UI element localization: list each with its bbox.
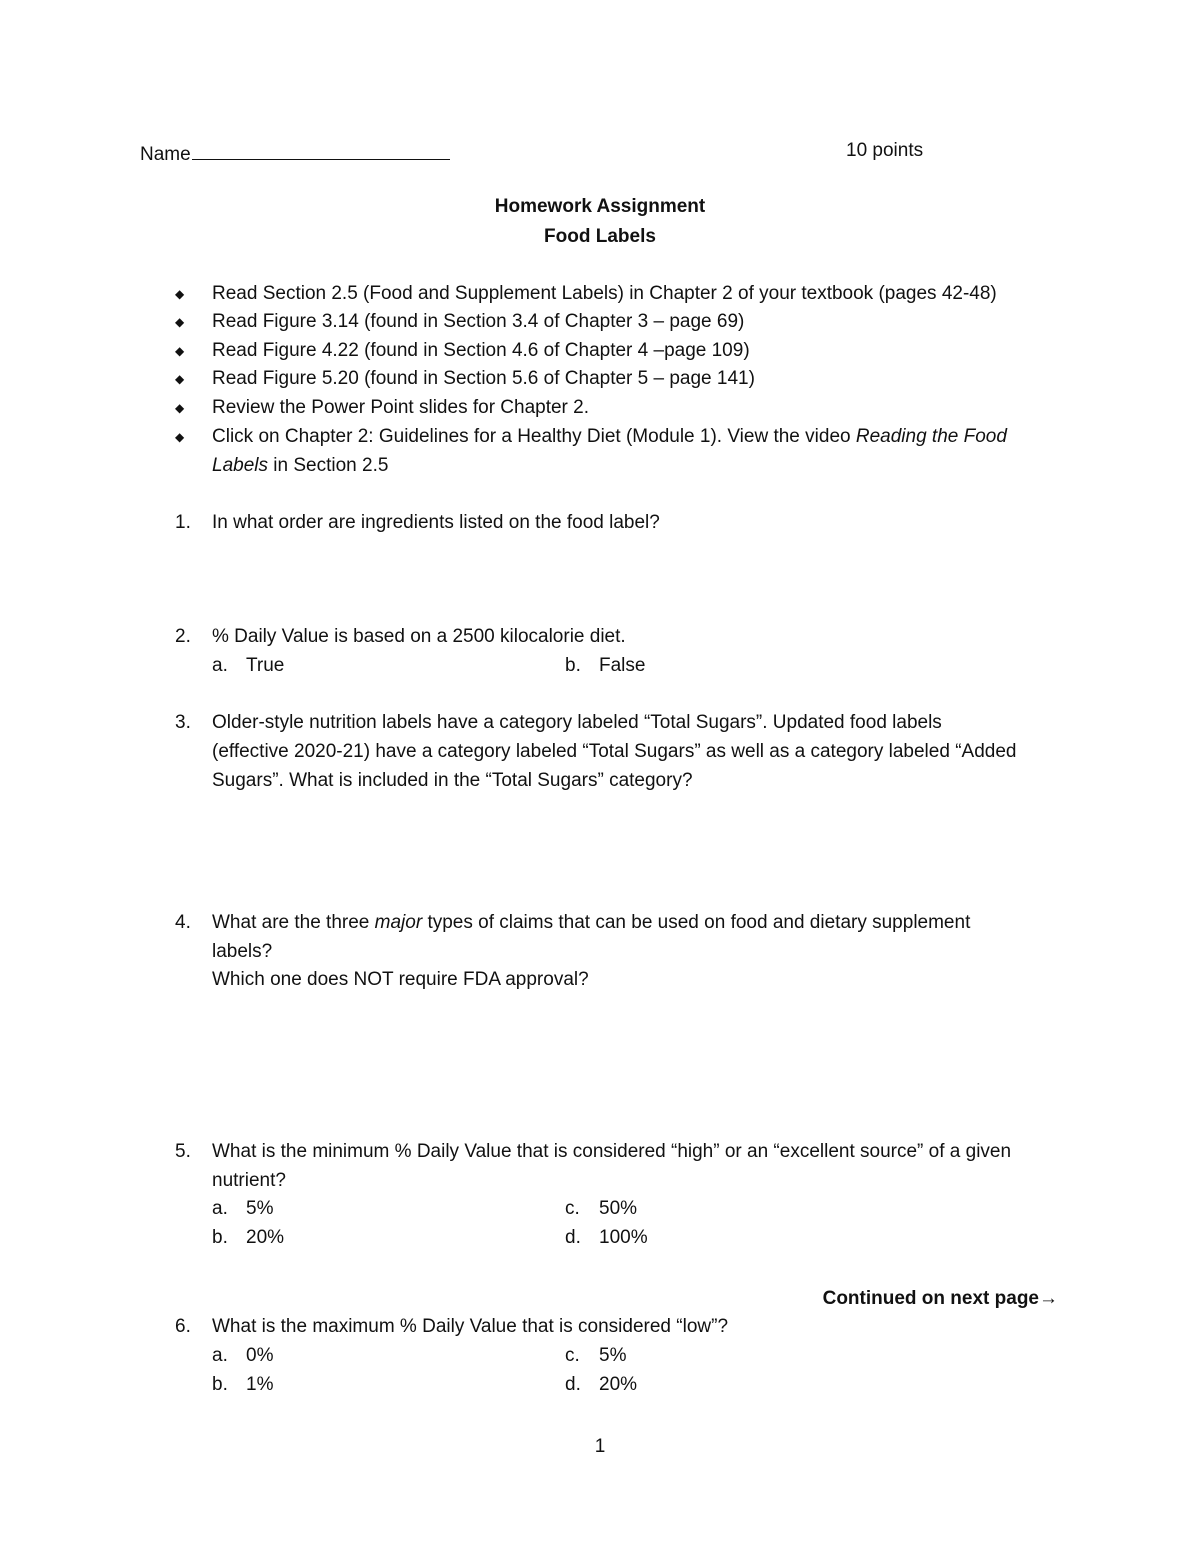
question-4-line: labels? [212, 941, 273, 962]
option-letter: d. [565, 1227, 581, 1248]
question-number: 2. [175, 626, 191, 647]
option-text: True [246, 655, 285, 676]
q5-option-d[interactable] [565, 1227, 648, 1249]
option-letter: b. [212, 1227, 228, 1248]
video-title-continued: Labels [212, 455, 268, 476]
question-3-line: Sugars”. What is included in the “Total Sugars” category? [212, 770, 693, 791]
option-letter: d. [565, 1374, 581, 1395]
page-subtitle: Food Labels [544, 226, 656, 247]
q2-option-b[interactable] [565, 655, 645, 677]
instruction-item [212, 426, 1007, 448]
points-label: 10 points [846, 140, 924, 161]
instruction-text: in Section 2.5 [268, 455, 389, 476]
instruction-text: Click on Chapter 2: Guidelines for a Healthy Diet (Module 1). View the video [212, 426, 856, 447]
page-title: Homework Assignment [494, 196, 706, 217]
instruction-item: Read Figure 4.22 (found in Section 4.6 of Chapter 4 –page 109) [212, 340, 750, 361]
instruction-item: Read Figure 3.14 (found in Section 3.4 of Chapter 3 – page 69) [212, 311, 745, 332]
arrow-right-icon: → [1039, 1288, 1058, 1309]
question-2-text: % Daily Value is based on a 2500 kilocalorie diet. [212, 626, 626, 647]
instruction-item: Read Figure 5.20 (found in Section 5.6 of Chapter 5 – page 141) [212, 368, 755, 389]
option-text: False [599, 655, 646, 676]
q6-option-d[interactable] [565, 1374, 637, 1396]
option-letter: b. [565, 655, 581, 676]
option-text: 5% [599, 1345, 627, 1366]
bullet-icon: ◆ [175, 430, 185, 444]
option-text: 20% [599, 1374, 638, 1395]
name-field [140, 140, 450, 166]
page-number: 1 [594, 1436, 606, 1457]
option-text: 0% [246, 1345, 274, 1366]
q5-option-a[interactable] [212, 1198, 273, 1220]
continued-note [823, 1288, 1058, 1310]
question-number: 6. [175, 1316, 191, 1337]
question-4-line [212, 912, 970, 934]
option-text: 100% [599, 1227, 648, 1248]
q5-option-b[interactable] [212, 1227, 284, 1249]
question-number: 4. [175, 912, 191, 933]
q5-option-c[interactable] [565, 1198, 637, 1220]
question-text: types of claims that can be used on food and dietary supplement [422, 912, 971, 933]
name-blank[interactable] [192, 140, 450, 160]
bullet-icon: ◆ [175, 372, 185, 386]
q6-option-b[interactable] [212, 1374, 273, 1396]
bullet-icon: ◆ [175, 315, 185, 329]
question-6-text: What is the maximum % Daily Value that is considered “low”? [212, 1316, 729, 1337]
question-number: 5. [175, 1141, 191, 1162]
option-letter: c. [565, 1198, 580, 1219]
question-3-line: Older-style nutrition labels have a category labeled “Total Sugars”. Updated food labels [212, 712, 942, 733]
q6-option-a[interactable] [212, 1345, 273, 1367]
question-text: What are the three [212, 912, 375, 933]
option-letter: a. [212, 1198, 228, 1219]
q2-option-a[interactable] [212, 655, 284, 677]
name-label: Name [140, 144, 191, 165]
continued-text: Continued on next page [822, 1288, 1039, 1309]
option-letter: c. [565, 1345, 580, 1366]
question-5-line: What is the minimum % Daily Value that is considered “high” or an “excellent source” of a given [212, 1141, 1012, 1162]
option-text: 20% [246, 1227, 285, 1248]
question-5-line: nutrient? [212, 1170, 286, 1191]
bullet-icon: ◆ [175, 287, 185, 301]
question-3-line: (effective 2020-21) have a category labeled “Total Sugars” as well as a category labeled “Added [212, 741, 1017, 762]
option-text: 50% [599, 1198, 638, 1219]
option-text: 1% [246, 1374, 274, 1395]
bullet-icon: ◆ [175, 344, 185, 358]
option-letter: a. [212, 1345, 228, 1366]
instruction-item: Read Section 2.5 (Food and Supplement Labels) in Chapter 2 of your textbook (pages 42-48) [212, 283, 997, 304]
option-letter: b. [212, 1374, 228, 1395]
video-title: Reading the Food [855, 426, 1007, 447]
question-4-line: Which one does NOT require FDA approval? [212, 969, 589, 990]
question-number: 1. [175, 512, 191, 533]
q6-option-c[interactable] [565, 1345, 626, 1367]
instruction-item-continued [212, 455, 388, 477]
option-letter: a. [212, 655, 228, 676]
bullet-icon: ◆ [175, 401, 185, 415]
instruction-item: Review the Power Point slides for Chapter 2. [212, 397, 590, 418]
emphasis: major [374, 912, 423, 933]
option-text: 5% [246, 1198, 274, 1219]
question-1-text: In what order are ingredients listed on the food label? [212, 512, 660, 533]
question-number: 3. [175, 712, 191, 733]
